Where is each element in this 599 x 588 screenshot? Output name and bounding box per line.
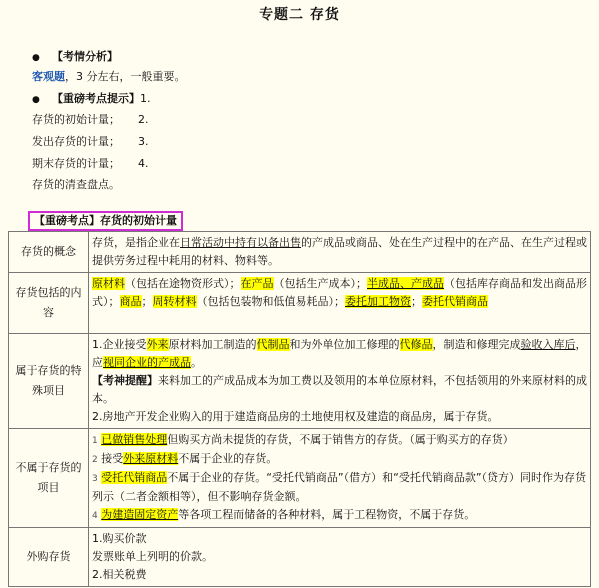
page-title: 专题二 存货 [259,7,340,23]
key-point-item: 期末存货的计量； 4. [32,157,149,170]
bullet-icon: ● [32,95,40,105]
key-point-num: 2. [138,113,149,126]
table-row [9,273,591,334]
table-row [9,528,591,587]
key-point-item: 存货的初始计量； 2. [32,113,149,126]
row-label: 存货包括的内容 [9,273,89,334]
key-points-heading-line [32,92,151,107]
row-content: 1 已做销售处理但购买方尚未提货的存货，不属于销售方的存货。（属于购买方的存货） 2 接受外来原材料不属于企业的存货。 3 受托代销商品不属于企业的存货。“受托代销商品”（借方）和“受托代销商品款”（贷方）同时作为存货列示（二者金额相等），但不影响存货金额。 4 为建造固定资产等各项工程而储备的各种材料，属于工程物资，不属于存货。 [89,429,591,528]
table-row [9,429,591,528]
key-points-heading: 【重磅考点提示】 [52,92,140,105]
row-content: 原材料（包括在途物资形式）；在产品（包括生产成本）；半成品、产成品（包括库存商品和发出商品形式）；商品；周转材料（包括包装物和低值易耗品）；委托加工物资；委托代销商品 [89,273,591,334]
table-row [9,334,591,429]
analysis-line [32,70,186,84]
inventory-table [8,231,591,587]
key-point-num: 3. [138,135,149,148]
analysis-heading: 【考情分析】 [52,50,118,63]
table-row [9,232,591,273]
key-point-num: 4. [138,157,149,170]
analysis-heading-line [32,50,118,65]
row-label: 外购存货 [9,528,89,587]
question-type: 客观题 [32,70,65,83]
key-point-item: 发出存货的计量； 3. [32,135,149,148]
section-title: 【重磅考点】存货的初始计量 [28,211,183,231]
key-point-num: 1. [140,92,151,105]
row-label: 存货的概念 [9,232,89,273]
row-label: 属于存货的特殊项目 [9,334,89,429]
question-type-desc: ，3 分左右，一般重要。 [65,70,186,83]
bullet-icon: ● [32,53,40,63]
row-content: 存货，是指企业在日常活动中持有以备出售的产成品或商品、处在生产过程中的在产品、在生产过程或提供劳务过程中耗用的材料、物料等。 [89,232,591,273]
key-point-item: 存货的清查盘点。 [32,178,120,191]
row-label: 不属于存货的项目 [9,429,89,528]
row-content: 1.企业接受外来原材料加工制造的代制品和为外单位加工修理的代修品，制造和修理完成验收入库后，应视同企业的产成品。 【考神提醒】来料加工的产成品成本为加工费以及领用的本单位原材料，不包括领用的外来原材料的成本。 2.房地产开发企业购入的用于建造商品房的土地使用权及建造的商品房，属于存货。 [89,334,591,429]
row-content: 1.购买价款 发票账单上列明的价款。 2.相关税费 [89,528,591,587]
